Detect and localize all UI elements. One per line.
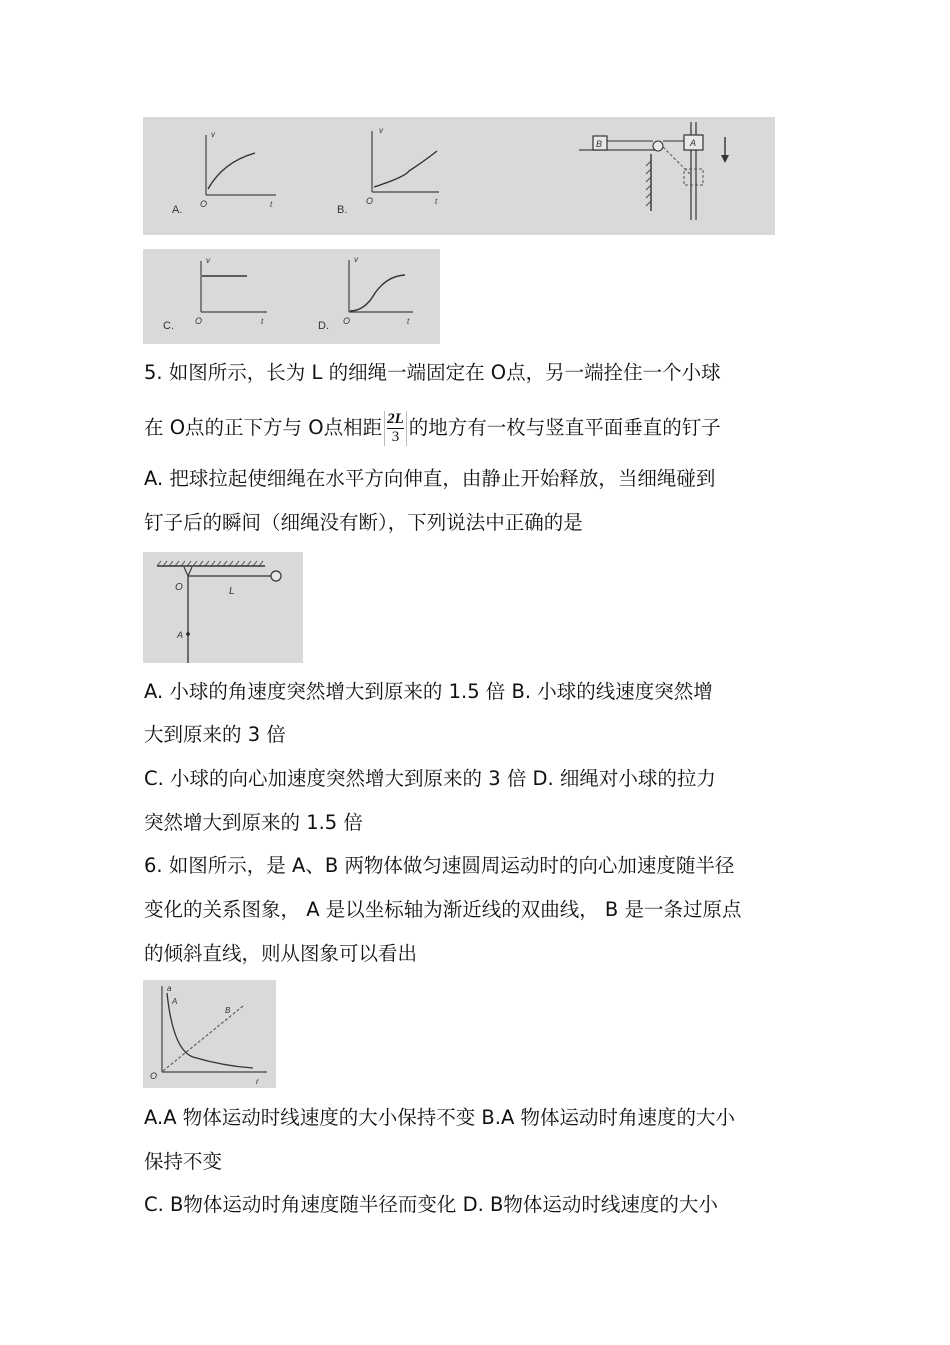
option-d-label: D. <box>318 320 329 332</box>
nail <box>186 632 190 636</box>
q5-option-line-2: 大到原来的 3 倍 <box>144 723 286 746</box>
q6-option-line-2: 保持不变 <box>144 1150 223 1173</box>
figure-graphs-ab-apparatus <box>143 117 775 235</box>
graph-a-t-label: t <box>270 200 273 209</box>
line-b <box>163 1006 243 1071</box>
q5-option-line-4: 突然增大到原来的 1.5 倍 <box>144 811 363 834</box>
a-r-graph-svg <box>143 980 276 1088</box>
block-a-label: A <box>690 138 697 148</box>
q6-stem-line-3: 的倾斜直线，则从图象可以看出 <box>144 942 418 965</box>
graph-a <box>172 130 276 216</box>
block-b-label: B <box>596 139 603 149</box>
q5-option-line-1: A. 小球的角速度突然增大到原来的 1.5 倍 B. 小球的线速度突然增 <box>144 680 713 703</box>
graph-c-v-label: v <box>206 256 210 265</box>
ball <box>271 571 281 581</box>
figure-graphs-cd <box>143 249 440 344</box>
ceiling-hatch <box>157 561 263 566</box>
graph-b-t-label: t <box>435 197 438 206</box>
apparatus <box>579 122 729 220</box>
graph-c-origin: O <box>195 316 203 326</box>
graphs-cd-svg <box>143 249 440 344</box>
q6-stem-line-1: 6. 如图所示，是 A、B 两物体做匀速圆周运动时的向心加速度随半径 <box>144 854 735 877</box>
fraction-two-l-over-three <box>384 411 407 446</box>
point-o-label: O <box>175 582 183 593</box>
pendulum-svg <box>143 552 303 663</box>
option-c-label: C. <box>163 320 174 332</box>
graph-d-origin: O <box>343 316 351 326</box>
q5-stem-line-2-pre: 在 O点的正下方与 O点相距 <box>144 416 383 439</box>
graph-d-t-label: t <box>407 317 410 326</box>
q5-stem-line-1: 5. 如图所示，长为 L 的细绳一端固定在 O点，另一端拴住一个小球 <box>144 361 721 384</box>
graphs-ab-svg <box>143 117 775 235</box>
graph-d-v-label: v <box>354 255 358 264</box>
graph-c-t-label: t <box>261 317 264 326</box>
graph-b <box>337 126 439 216</box>
figure-a-r-graph <box>143 980 276 1088</box>
origin-label: O <box>150 1071 158 1081</box>
figure-pendulum <box>143 552 303 663</box>
line-b-label: B <box>225 1006 231 1015</box>
graph-a-v-label: v <box>211 130 215 139</box>
q5-stem-line-2 <box>144 411 824 446</box>
q6-stem-line-2: 变化的关系图象， A 是以坐标轴为渐近线的双曲线， B 是一条过原点 <box>144 898 742 921</box>
q5-stem-line-4: 钉子后的瞬间（细绳没有断），下列说法中正确的是 <box>144 511 583 534</box>
x-axis-label: r <box>256 1077 259 1086</box>
graph-b-v-label: v <box>379 126 383 135</box>
length-l-label: L <box>229 586 235 597</box>
q5-stem-line-3: A. 把球拉起使细绳在水平方向伸直，由静止开始释放，当细绳碰到 <box>144 467 716 490</box>
fraction-denominator: 3 <box>391 429 400 445</box>
curve-a-label: A <box>172 997 178 1006</box>
graph-c <box>163 256 267 332</box>
q5-option-line-3: C. 小球的向心加速度突然增大到原来的 3 倍 D. 细绳对小球的拉力 <box>144 767 716 790</box>
graph-d <box>318 255 413 332</box>
graph-b-origin: O <box>366 196 374 206</box>
option-a-label: A. <box>172 204 183 216</box>
y-axis-label: a <box>167 984 172 993</box>
q6-option-line-1: A.A 物体运动时线速度的大小保持不变 B.A 物体运动时角速度的大小 <box>144 1106 736 1129</box>
q6-option-line-3: C. B物体运动时角速度随半径而变化 D. B物体运动时线速度的大小 <box>144 1193 718 1216</box>
fraction-numerator: 2L <box>387 411 404 427</box>
option-b-label: B. <box>337 204 348 216</box>
q5-stem-line-2-post: 的地方有一枚与竖直平面垂直的钉子 <box>408 416 721 439</box>
point-a-label: A <box>177 630 184 640</box>
pulley <box>653 141 663 151</box>
graph-a-origin: O <box>200 199 208 209</box>
